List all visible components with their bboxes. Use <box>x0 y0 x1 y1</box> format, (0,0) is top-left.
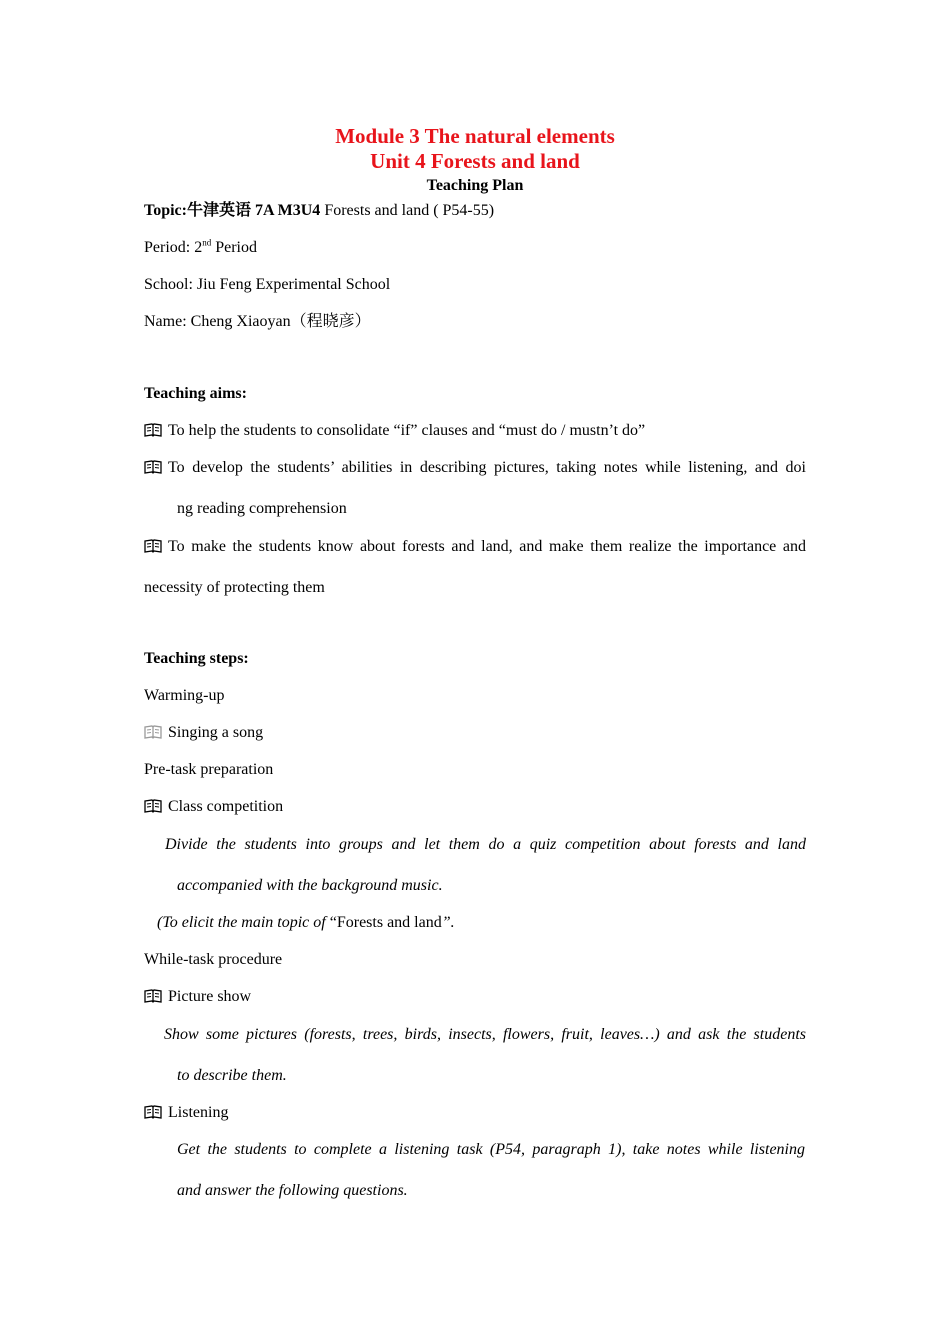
period-suffix: Period <box>211 239 257 256</box>
aim-text-1: To help the students to consolidate “if” clauses and “must do / mustn’t do” <box>168 422 646 439</box>
competition-line-1: Divide the students into groups and let them do a quiz competition about forests and land <box>165 836 806 853</box>
open-book-icon <box>144 799 162 813</box>
aim-item-1 <box>144 421 645 441</box>
plan-label: Teaching Plan <box>426 177 524 194</box>
listening-line-1: Get the students to complete a listening task (P54, paragraph 1), take notes while listening <box>177 1141 805 1158</box>
open-book-icon <box>144 423 162 437</box>
competition-line-2: accompanied with the background music. <box>177 877 443 894</box>
school-line: School: Jiu Feng Experimental School <box>144 276 391 293</box>
aim-text-2-line1: To develop the students’ abilities in describing pictures, taking notes while listening, and doi <box>168 459 806 476</box>
aim-item-3 <box>144 537 806 557</box>
unit-title: Unit 4 Forests and land <box>370 149 580 173</box>
open-book-icon <box>144 725 162 739</box>
period-line <box>144 238 257 258</box>
aim-item-2 <box>144 458 806 478</box>
open-book-icon <box>144 460 162 474</box>
topic-label: Topic:牛津英语 7A M3U4 <box>144 202 321 219</box>
picture-line-1: Show some pictures (forests, trees, birds, insects, flowers, fruit, leaves…) and ask the students <box>164 1026 806 1043</box>
elicit-part-c: ”. <box>441 914 455 931</box>
topic-value: Forests and land ( P54-55) <box>320 202 495 219</box>
singing-item <box>144 723 263 743</box>
steps-heading: Teaching steps: <box>144 650 249 667</box>
picture-line-2: to describe them. <box>177 1067 287 1084</box>
open-book-icon <box>144 1105 162 1119</box>
while-task-label: While-task procedure <box>144 951 283 968</box>
listening-line-2: and answer the following questions. <box>177 1182 408 1199</box>
aim-text-3-line2: necessity of protecting them <box>144 579 325 596</box>
aim-text-3-line1: To make the students know about forests and land, and make them realize the importance and <box>168 538 806 555</box>
listening-item <box>144 1103 228 1123</box>
picture-show-text: Picture show <box>168 988 252 1005</box>
pre-task-label: Pre-task preparation <box>144 761 274 778</box>
period-prefix: Period: 2 <box>144 239 203 256</box>
aim-text-2-line2: ng reading comprehension <box>177 500 347 517</box>
warming-up-label: Warming-up <box>144 687 225 704</box>
singing-text: Singing a song <box>168 724 264 741</box>
elicit-part-b: “Forests and land <box>329 914 442 931</box>
open-book-icon <box>144 989 162 1003</box>
picture-show-item <box>144 987 251 1007</box>
elicit-part-a: (To elicit the main topic of <box>157 914 330 931</box>
aims-heading: Teaching aims: <box>144 385 247 402</box>
listening-text: Listening <box>168 1104 229 1121</box>
module-title: Module 3 The natural elements <box>335 124 615 148</box>
elicit-line <box>157 913 455 933</box>
name-line: Name: Cheng Xiaoyan（程晓彦） <box>144 313 371 330</box>
class-competition-text: Class competition <box>168 798 284 815</box>
period-sup: nd <box>202 237 212 248</box>
class-competition-item <box>144 797 283 817</box>
open-book-icon <box>144 539 162 553</box>
topic-line <box>144 201 494 221</box>
